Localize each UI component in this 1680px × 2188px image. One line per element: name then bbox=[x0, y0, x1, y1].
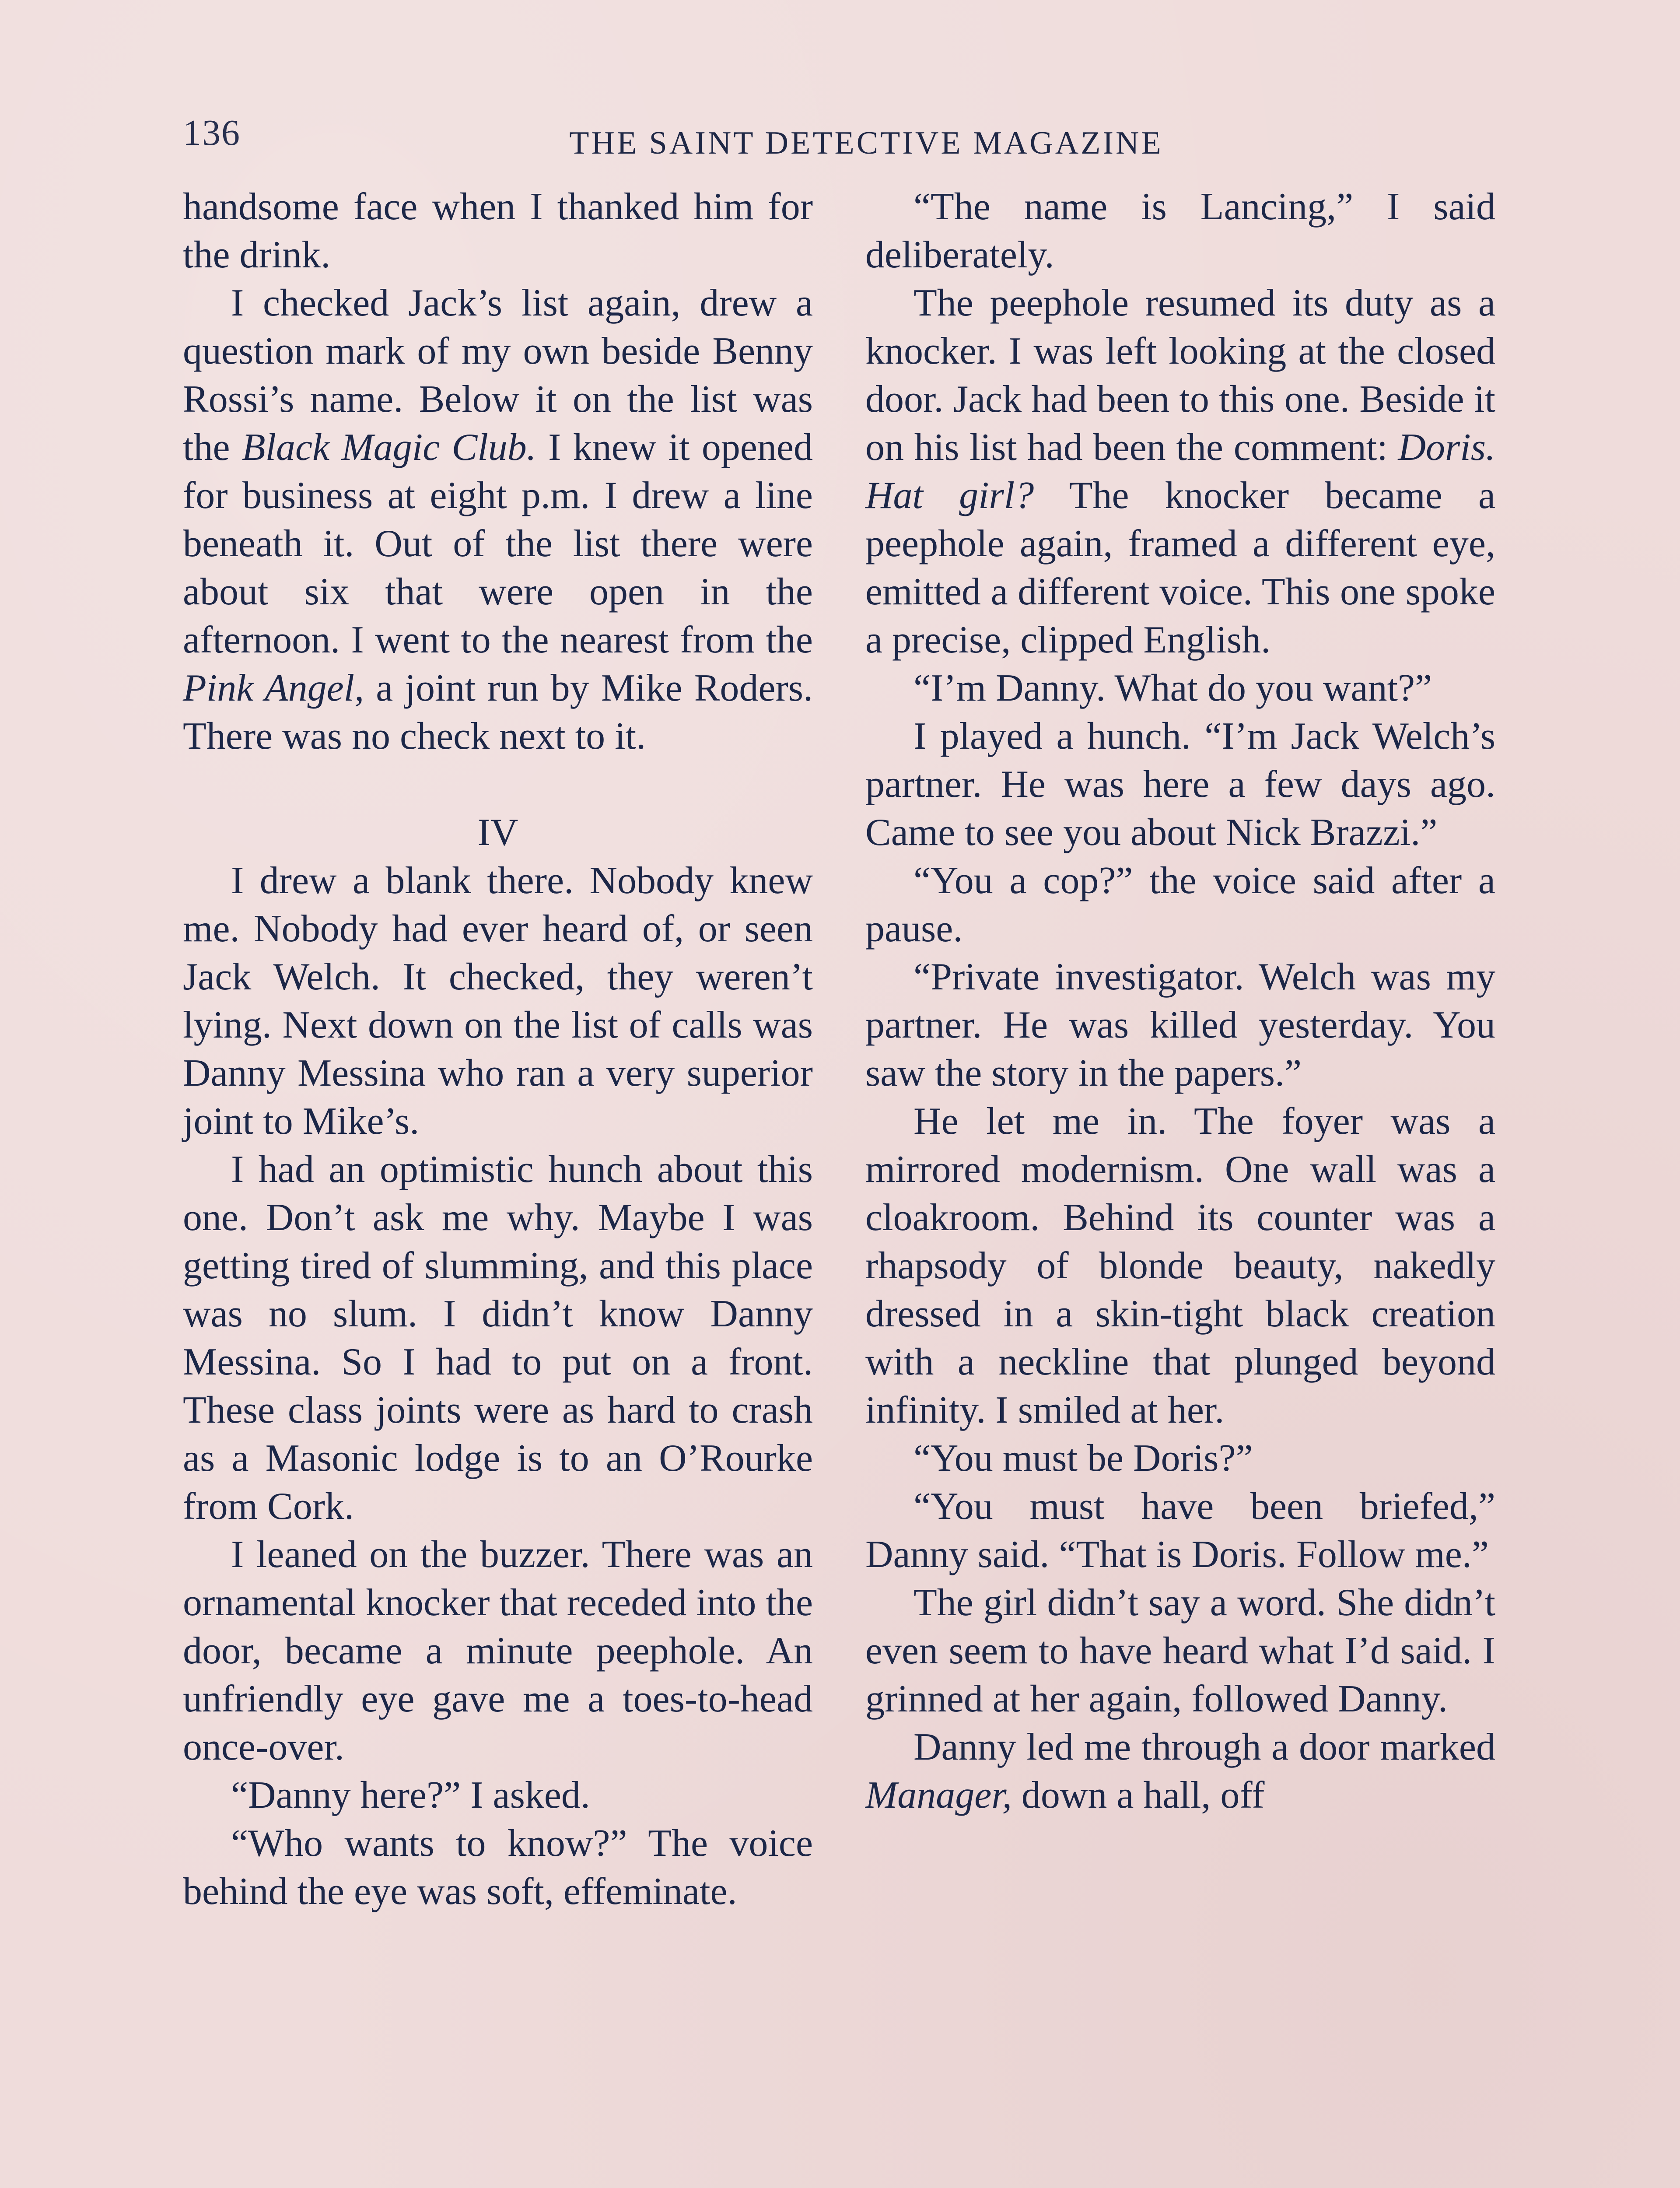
text-run: a joint run by Mike Roders. There was no check next to it. bbox=[183, 667, 813, 757]
paragraph: “Who wants to know?” The voice behind the eye was soft, effeminate. bbox=[183, 1822, 813, 1913]
paragraph: handsome face when I thanked him for the drink. bbox=[183, 186, 813, 276]
paragraph: “I’m Danny. What do you want?” bbox=[914, 667, 1432, 709]
paragraph: The girl didn’t say a word. She didn’t even seem to have heard what I’d said. I grinned at her again, followed Danny. bbox=[865, 1581, 1495, 1720]
text-run: I checked Jack’s list again, drew a question mark of my own beside Benny Rossi’s name. Below it on the list was the bbox=[183, 282, 813, 469]
right-column bbox=[865, 183, 1495, 1820]
paragraph: I drew a blank there. Nobody knew me. Nobody had ever heard of, or seen Jack Welch. It checked, they weren’t lying. Next down on the list of calls was Danny Messina who ran a very superior joint to Mike’s. bbox=[183, 859, 813, 1143]
paragraph: “Private investigator. Welch was my partner. He was killed yesterday. You saw the story in the papers.” bbox=[865, 956, 1495, 1094]
paragraph: “You a cop?” the voice said after a pause. bbox=[865, 859, 1495, 950]
running-head: THE SAINT DETECTIVE MAGAZINE bbox=[569, 125, 1163, 161]
paragraph: “You must have been briefed,” Danny said. “That is Doris. Follow me.” bbox=[865, 1485, 1495, 1576]
text-run: Danny led me through a door marked bbox=[914, 1726, 1495, 1768]
section-heading: IV bbox=[477, 811, 518, 854]
text-run: I knew it opened for business at eight p.m. I drew a line beneath it. Out of the list there were about six that were open in the afternoon. I went to the nearest from the bbox=[183, 426, 813, 661]
club-name-italic: Pink Angel, bbox=[183, 667, 364, 709]
paragraph: I had an optimistic hunch about this one. Don’t ask me why. Maybe I was getting tired of slumming, and this place was no slum. I didn’t know Danny Messina. So I had to put on a front. These class joints were as hard to crash as a Masonic lodge is to an O’Rourke from Cork. bbox=[183, 1148, 813, 1528]
paragraph: “The name is Lancing,” I said deliberately. bbox=[865, 186, 1495, 276]
text-run: down a hall, off bbox=[1012, 1774, 1265, 1816]
comment-italic: Doris. Hat girl? bbox=[865, 426, 1495, 517]
paragraph: “You must be Doris?” bbox=[914, 1437, 1253, 1480]
text-run: The knocker became a peephole again, framed a different eye, emitted a different voice. This one spoke a precise, clipped English. bbox=[865, 474, 1495, 661]
paragraph: I leaned on the buzzer. There was an ornamental knocker that receded into the door, became a minute peephole. An unfriendly eye gave me a toes-to-head once-over. bbox=[183, 1533, 813, 1768]
door-sign-italic: Manager, bbox=[865, 1774, 1012, 1816]
paragraph bbox=[865, 279, 1495, 664]
paragraph bbox=[183, 279, 813, 761]
paragraph: He let me in. The foyer was a mirrored modernism. One wall was a cloakroom. Behind its counter was a rhapsody of blonde beauty, nakedly dressed in a skin-tight black creation with a neckline that plunged beyond infinity. I smiled at her. bbox=[865, 1100, 1495, 1431]
page-number: 136 bbox=[183, 112, 241, 153]
paragraph: “Danny here?” I asked. bbox=[231, 1774, 590, 1816]
paragraph: I played a hunch. “I’m Jack Welch’s partner. He was here a few days ago. Came to see you about Nick Brazzi.” bbox=[865, 715, 1495, 854]
club-name-italic: Black Magic Club. bbox=[242, 426, 536, 469]
paragraph bbox=[865, 1723, 1495, 1820]
text-run: The peephole resumed its duty as a knocker. I was left looking at the closed door. Jack had been to this one. Beside it on his list had been the comment: bbox=[865, 282, 1495, 469]
left-column bbox=[183, 183, 813, 1916]
